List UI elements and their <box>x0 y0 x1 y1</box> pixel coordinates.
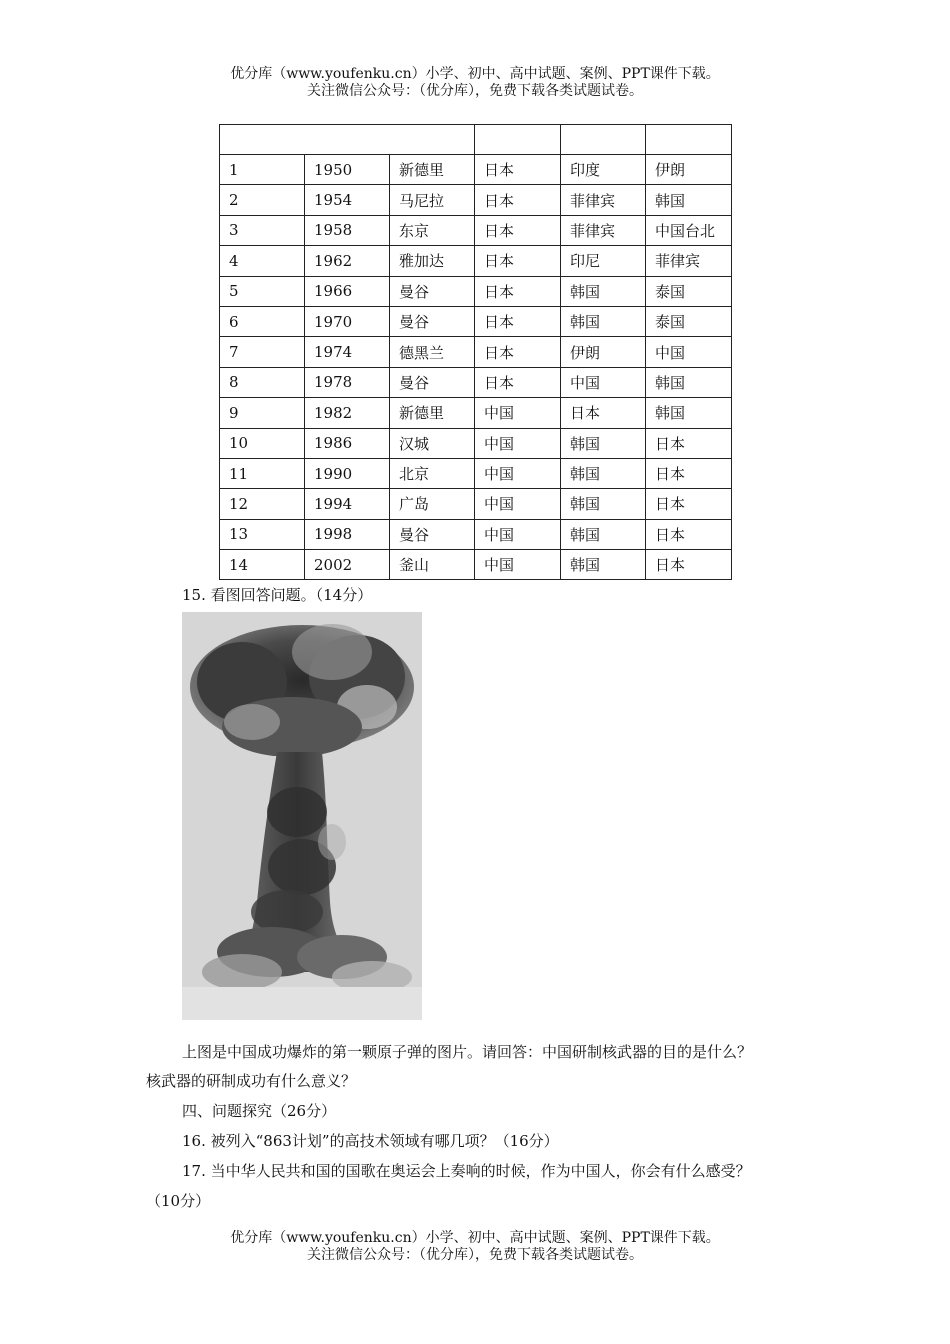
table-row <box>220 428 732 458</box>
table-cell: 4 <box>220 246 305 276</box>
table-cell: 2002 <box>305 550 390 580</box>
table-row <box>220 246 732 276</box>
table-cell: 日本 <box>475 246 561 276</box>
table-cell: 1950 <box>305 155 390 185</box>
table-cell: 新德里 <box>390 398 475 428</box>
table-cell: 1978 <box>305 367 390 397</box>
table-cell: 汉城 <box>390 428 475 458</box>
table-cell: 菲律宾 <box>561 185 646 215</box>
table-cell: 8 <box>220 367 305 397</box>
table-cell: 釜山 <box>390 550 475 580</box>
table-cell: 1990 <box>305 458 390 488</box>
table-header-cell <box>220 125 475 155</box>
table-row <box>220 398 732 428</box>
table-cell: 韩国 <box>561 276 646 306</box>
table-cell: 中国 <box>475 458 561 488</box>
table-cell: 泰国 <box>646 306 732 336</box>
table-cell: 韩国 <box>561 306 646 336</box>
question-15-text-line-1: 上图是中国成功爆炸的第一颗原子弹的图片。请回答：中国研制核武器的目的是什么？ <box>182 1043 753 1061</box>
table-row <box>220 185 732 215</box>
table-cell: 印尼 <box>561 246 646 276</box>
table-cell: 伊朗 <box>646 155 732 185</box>
page-footer <box>0 1230 950 1264</box>
table-cell: 12 <box>220 489 305 519</box>
table-cell: 11 <box>220 458 305 488</box>
table-cell: 日本 <box>646 519 732 549</box>
table-cell: 日本 <box>475 306 561 336</box>
table-cell: 韩国 <box>561 550 646 580</box>
table-header-cell <box>561 125 646 155</box>
table-cell: 中国 <box>475 519 561 549</box>
table-cell: 曼谷 <box>390 519 475 549</box>
table-cell: 韩国 <box>646 367 732 397</box>
table-cell: 日本 <box>475 337 561 367</box>
table-cell: 德黑兰 <box>390 337 475 367</box>
footer-line-1: 优分库（www.youfenku.cn）小学、初中、高中试题、案例、PPT课件下载。 <box>230 1230 720 1246</box>
table-cell: 中国 <box>561 367 646 397</box>
table-cell: 北京 <box>390 458 475 488</box>
table-cell: 中国 <box>475 550 561 580</box>
footer-line-2: 关注微信公众号：（优分库），免费下载各类试题试卷。 <box>307 1247 643 1263</box>
question-15-text-line-2: 核武器的研制成功有什么意义？ <box>146 1072 357 1090</box>
table-cell: 13 <box>220 519 305 549</box>
table-cell: 3 <box>220 215 305 245</box>
table-cell: 1966 <box>305 276 390 306</box>
table-cell: 中国 <box>475 398 561 428</box>
table-cell: 中国 <box>475 489 561 519</box>
table-cell: 9 <box>220 398 305 428</box>
table-header-cell <box>475 125 561 155</box>
question-17-line-2: （10分） <box>146 1192 211 1210</box>
table-row <box>220 276 732 306</box>
table-cell: 韩国 <box>561 428 646 458</box>
table-cell: 新德里 <box>390 155 475 185</box>
header-line-1: 优分库（www.youfenku.cn）小学、初中、高中试题、案例、PPT课件下载。 <box>230 66 720 82</box>
table-cell: 1982 <box>305 398 390 428</box>
table-cell: 日本 <box>475 367 561 397</box>
table-cell: 东京 <box>390 215 475 245</box>
table-cell: 日本 <box>646 428 732 458</box>
asian-games-table <box>219 124 732 580</box>
table-row <box>220 215 732 245</box>
table-cell: 1962 <box>305 246 390 276</box>
question-17-line-1: 17. 当中华人民共和国的国歌在奥运会上奏响的时候，作为中国人，你会有什么感受？ <box>182 1162 751 1180</box>
table-header-cell <box>646 125 732 155</box>
table-cell: 日本 <box>646 550 732 580</box>
table-row <box>220 306 732 336</box>
table-cell: 菲律宾 <box>561 215 646 245</box>
table-row <box>220 550 732 580</box>
table-cell: 韩国 <box>646 185 732 215</box>
question-15-title: 15. 看图回答问题。（14分） <box>182 586 373 604</box>
table-cell: 广岛 <box>390 489 475 519</box>
table-header-row <box>220 125 732 155</box>
table-cell: 菲律宾 <box>646 246 732 276</box>
table-cell: 泰国 <box>646 276 732 306</box>
table-cell: 中国 <box>646 337 732 367</box>
table-cell: 1 <box>220 155 305 185</box>
table-row <box>220 458 732 488</box>
section-4-title: 四、问题探究（26分） <box>182 1102 337 1120</box>
table-cell: 韩国 <box>561 519 646 549</box>
table-row <box>220 337 732 367</box>
mushroom-cloud-image <box>182 612 422 1020</box>
table-cell: 7 <box>220 337 305 367</box>
table-cell: 曼谷 <box>390 276 475 306</box>
atomic-bomb-photo <box>182 612 422 1020</box>
table-cell: 1974 <box>305 337 390 367</box>
table-cell: 伊朗 <box>561 337 646 367</box>
table-cell: 2 <box>220 185 305 215</box>
table-cell: 日本 <box>646 489 732 519</box>
table-cell: 1994 <box>305 489 390 519</box>
table-cell: 韩国 <box>646 398 732 428</box>
table-cell: 6 <box>220 306 305 336</box>
table-cell: 1958 <box>305 215 390 245</box>
table-cell: 雅加达 <box>390 246 475 276</box>
table-cell: 曼谷 <box>390 367 475 397</box>
table-cell: 10 <box>220 428 305 458</box>
table-cell: 日本 <box>646 458 732 488</box>
table-cell: 印度 <box>561 155 646 185</box>
table-cell: 日本 <box>561 398 646 428</box>
table-cell: 日本 <box>475 155 561 185</box>
table-cell: 日本 <box>475 185 561 215</box>
table-cell: 中国 <box>475 428 561 458</box>
header-line-2: 关注微信公众号：（优分库），免费下载各类试题试卷。 <box>307 83 643 99</box>
table-cell: 1954 <box>305 185 390 215</box>
table-cell: 中国台北 <box>646 215 732 245</box>
table-cell: 1970 <box>305 306 390 336</box>
table-row <box>220 489 732 519</box>
table-cell: 5 <box>220 276 305 306</box>
table-cell: 韩国 <box>561 489 646 519</box>
table-cell: 14 <box>220 550 305 580</box>
question-16: 16. 被列入“863计划”的高技术领域有哪几项？（16分） <box>182 1132 559 1150</box>
page-header <box>0 66 950 100</box>
table-cell: 1986 <box>305 428 390 458</box>
table-cell: 日本 <box>475 276 561 306</box>
table-cell: 日本 <box>475 215 561 245</box>
table-cell: 马尼拉 <box>390 185 475 215</box>
table-cell: 曼谷 <box>390 306 475 336</box>
table-row <box>220 367 732 397</box>
table-cell: 1998 <box>305 519 390 549</box>
table-cell: 韩国 <box>561 458 646 488</box>
table-row <box>220 155 732 185</box>
table-row <box>220 519 732 549</box>
